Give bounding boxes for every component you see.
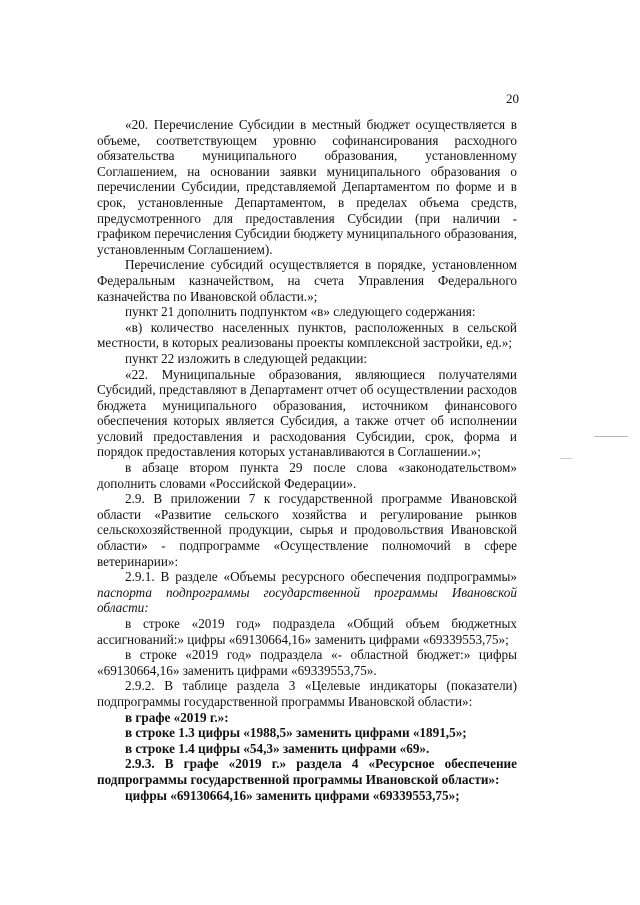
paragraph-2-9-2: 2.9.2. В таблице раздела 3 «Целевые индикаторы (показатели) подпрограммы государственной программы Ивановской области»: xyxy=(97,678,517,709)
paragraph-row-1-4: в строке 1.4 цифры «54,3» заменить цифрами «69». xyxy=(125,740,430,756)
paragraph-transfer-order: Перечисление субсидий осуществляется в порядке, установленном Федеральным казначейством, на счета Управления Федерального казначейства по Ивановской области.»; xyxy=(97,257,517,304)
paragraph-2-9-3 xyxy=(97,756,517,787)
paragraph-2-9-3-lead: 2.9.3. В графе «2019 г.» раздела 4 «Ресурсное обеспечение xyxy=(125,756,517,772)
paragraph-column-2019: в графе «2019 г.»: xyxy=(125,709,229,725)
document-body xyxy=(97,117,517,803)
paragraph-item22: «22. Муниципальные образования, являющиеся получателями Субсидий, представляют в Департамент отчет об осуществлении расходов бюджета муниципального образования, источником финансового обеспечения которых является Субсидия, а также отчет об исполнении условий предоставления и расходования Субсидии, срок, форма и порядок предоставления которых устанавливаются в Соглашении.»; xyxy=(97,366,517,460)
paragraph-2-9-1-lead: 2.9.1. В разделе «Объемы ресурсного обеспечения подпрограммы» xyxy=(125,569,517,585)
paragraph-2-9-3-tail: подпрограммы государственной программы Ивановской области»: xyxy=(97,771,500,787)
paragraph-item21-v: «в) количество населенных пунктов, расположенных в сельской местности, в которых реализованы проекты комплексной застройки, ед.»; xyxy=(97,319,517,351)
margin-mark xyxy=(594,436,628,437)
margin-mark-small xyxy=(560,458,572,459)
paragraph-item29: в абзаце втором пункта 29 после слова «законодательством» дополнить словами «Российской Федерации». xyxy=(97,460,517,491)
paragraph-row-1-3: в строке 1.3 цифры «1988,5» заменить цифрами «1891,5»; xyxy=(125,725,467,741)
paragraph-regional-budget: в строке «2019 год» подраздела «- областной бюджет:» цифры «69130664,16» заменить цифрами «69339553,75». xyxy=(97,647,517,678)
paragraph-2-9: 2.9. В приложении 7 к государственной программе Ивановской области «Развитие сельского хозяйства и регулирование рынков сельскохозяйственной продукции, сырья и продовольствия Ивановской области» - подпрограмме «Осуществление полномочий в сфере ветеринарии»: xyxy=(97,491,517,569)
paragraph-total-budget: в строке «2019 год» подраздела «Общий объем бюджетных ассигнований:» цифры «69130664,16» заменить цифрами «69339553,75»; xyxy=(97,616,517,647)
paragraph-item21-intro: пункт 21 дополнить подпунктом «в» следующего содержания: xyxy=(125,304,476,320)
paragraph-2-9-1 xyxy=(97,569,517,616)
paragraph-20: «20. Перечисление Субсидии в местный бюджет осуществляется в объеме, соответствующем уровню софинансирования расходного обязательства муниципального образования, установленному Соглашением, на основании заявки муниципального образования о перечислении Субсидии, представляемой Департаментом по форме и в срок, установленные Департаментом, в пределах объема средств, предусмотренного для предоставления Субсидии (при наличии - графиком перечисления Субсидии бюджету муниципального образования, установленным Соглашением). xyxy=(97,117,517,257)
page-number: 20 xyxy=(506,91,519,106)
paragraph-digits-replace: цифры «69130664,16» заменить цифрами «69339553,75»; xyxy=(125,787,460,803)
paragraph-item22-intro: пункт 22 изложить в следующей редакции: xyxy=(125,350,368,366)
paragraph-2-9-1-passport: паспорта подпрограммы государственной программы Ивановской области: xyxy=(97,584,517,616)
